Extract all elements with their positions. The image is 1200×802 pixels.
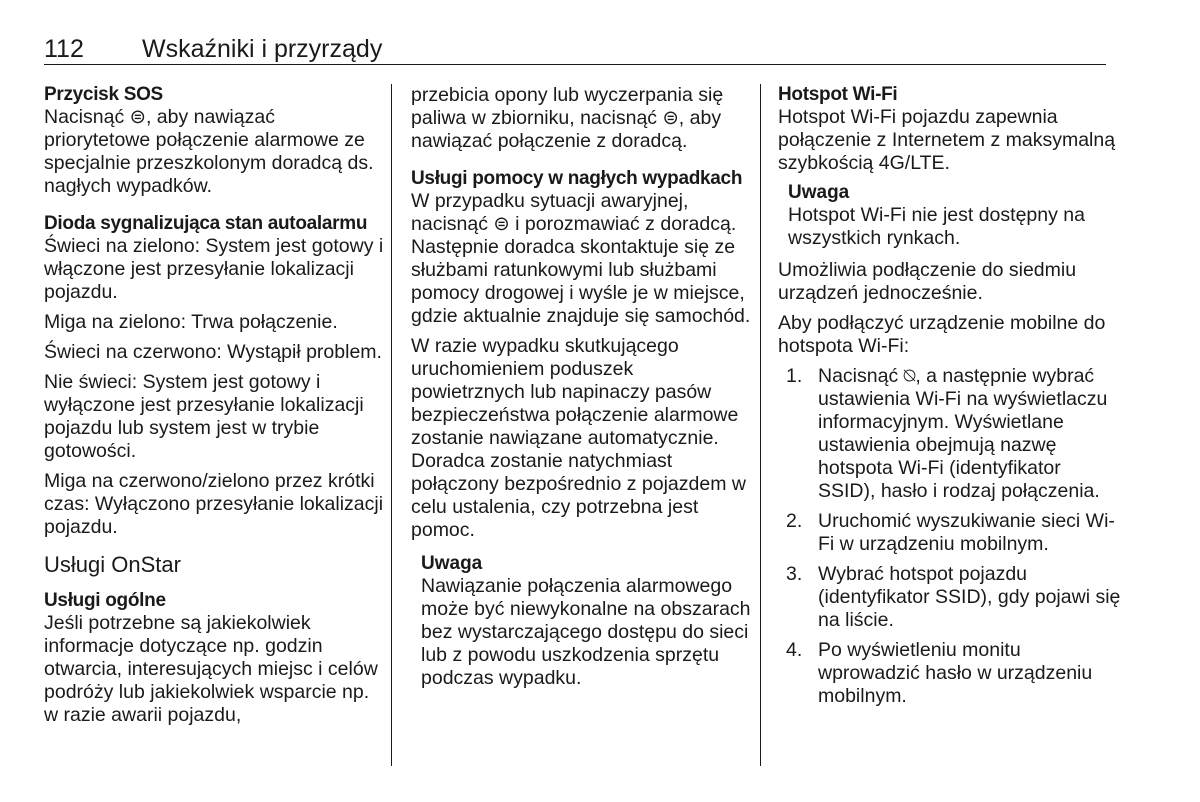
- led-paragraph: Miga na zielono: Trwa połączenie.: [44, 311, 338, 333]
- sos-section: [44, 84, 384, 198]
- step-text: Uruchomić wyszukiwanie sieci Wi-Fi w urządzeniu mobilnym.: [818, 510, 1115, 555]
- step-text: Nacisnąć ⍉, a następnie wybrać ustawienia Wi-Fi na wyświetlaczu informacyjnym. Wyświetlane ustawienia obejmują nazwę hotspota Wi-Fi (identyfikator SSID), hasło i rodzaj połączenia.: [818, 365, 1108, 502]
- general-services-heading: Usługi ogólne: [44, 590, 166, 611]
- devices-paragraph: Umożliwia podłączenie do siedmiu urządzeń jednocześnie.: [778, 259, 1077, 304]
- chapter-title: Wskaźniki i przyrządy: [142, 35, 383, 63]
- emergency-paragraph: W przypadku sytuacji awaryjnej, nacisnąć ⊜ i porozmawiać z doradcą. Następnie doradca skontaktuje się ze służbami ratunkowymi lub służbami pomocy drogowej i wyśle je w miejsce, gdzie aktualnie znajduje się samochód.: [411, 190, 751, 327]
- column-right: [778, 84, 1123, 715]
- led-paragraph: Nie świeci: System jest gotowy i wyłączone jest przesyłanie lokalizacji pojazdu lub system jest w trybie gotowości.: [44, 371, 364, 462]
- column-divider: [760, 84, 761, 766]
- note-box: [788, 182, 1123, 250]
- note-box: [421, 553, 751, 690]
- led-paragraph: Miga na czerwono/zielono przez krótki czas: Wyłączono przesyłanie lokalizacji pojazdu.: [44, 470, 384, 538]
- note-text: Nawiązanie połączenia alarmowego może być niewykonalne na obszarach bez wystarczającego dostępu do sieci lub z powodu uszkodzenia sprzętu podczas wypadku.: [421, 575, 751, 689]
- step-number: 2.: [786, 510, 803, 532]
- onstar-heading: Usługi OnStar: [44, 552, 181, 577]
- page-number: 112: [44, 35, 84, 63]
- sos-heading: Przycisk SOS: [44, 84, 163, 105]
- connect-paragraph: Aby podłączyć urządzenie mobilne do hotspota Wi-Fi:: [778, 312, 1106, 357]
- note-heading: Uwaga: [788, 182, 850, 203]
- column-divider: [391, 84, 392, 766]
- step-number: 4.: [786, 639, 803, 661]
- column-left: [44, 84, 384, 734]
- hotspot-heading: Hotspot Wi-Fi: [778, 84, 898, 105]
- continued-text: przebicia opony lub wyczerpania się paliwa w zbiorniku, nacisnąć ⊜, aby nawiązać połączenie z doradcą.: [411, 84, 724, 152]
- step-number: 3.: [786, 563, 803, 585]
- led-heading: Dioda sygnalizująca stan autoalarmu: [44, 213, 368, 234]
- page-header: [44, 34, 1106, 65]
- list-item: [778, 563, 1123, 632]
- steps-list: [778, 365, 1123, 708]
- led-paragraph: Świeci na zielono: System jest gotowy i włączone jest przesyłanie lokalizacji pojazdu.: [44, 235, 384, 303]
- general-services-text: Jeśli potrzebne są jakiekolwiek informacje dotyczące np. godzin otwarcia, interesujących miejsc i celów podróży lub jakiekolwiek wsparcie np. w razie awarii pojazdu,: [44, 612, 378, 726]
- step-text: Wybrać hotspot pojazdu (identyfikator SSID), gdy pojawi się na liście.: [818, 563, 1121, 631]
- emergency-heading: Usługi pomocy w nagłych wypadkach: [411, 168, 743, 189]
- step-text: Po wyświetleniu monitu wprowadzić hasło w urządzeniu mobilnym.: [818, 639, 1093, 707]
- led-section: [44, 213, 384, 539]
- step-number: 1.: [786, 365, 803, 387]
- emergency-paragraph: W razie wypadku skutkującego uruchomieniem poduszek powietrznych lub napinaczy pasów bezpieczeństwa połączenie alarmowe zostanie nawiązane automatycznie. Doradca zostanie natychmiast połączony bezpośrednio z pojazdem w celu ustalenia, czy potrzebna jest pomoc.: [411, 335, 746, 541]
- continued-section: [411, 84, 751, 153]
- note-heading: Uwaga: [421, 553, 483, 574]
- note-text: Hotspot Wi-Fi nie jest dostępny na wszystkich rynkach.: [788, 204, 1085, 249]
- list-item: [778, 510, 1123, 556]
- list-item: [778, 365, 1123, 503]
- list-item: [778, 639, 1123, 708]
- led-paragraph: Świeci na czerwono: Wystąpił problem.: [44, 341, 382, 363]
- column-middle: [411, 84, 751, 690]
- sos-text: Nacisnąć ⊜, aby nawiązać priorytetowe połączenie alarmowe ze specjalnie przeszkolonym doradcą ds. nagłych wypadków.: [44, 106, 374, 197]
- hotspot-text: Hotspot Wi-Fi pojazdu zapewnia połączenie z Internetem z maksymalną szybkością 4G/LTE.: [778, 106, 1116, 174]
